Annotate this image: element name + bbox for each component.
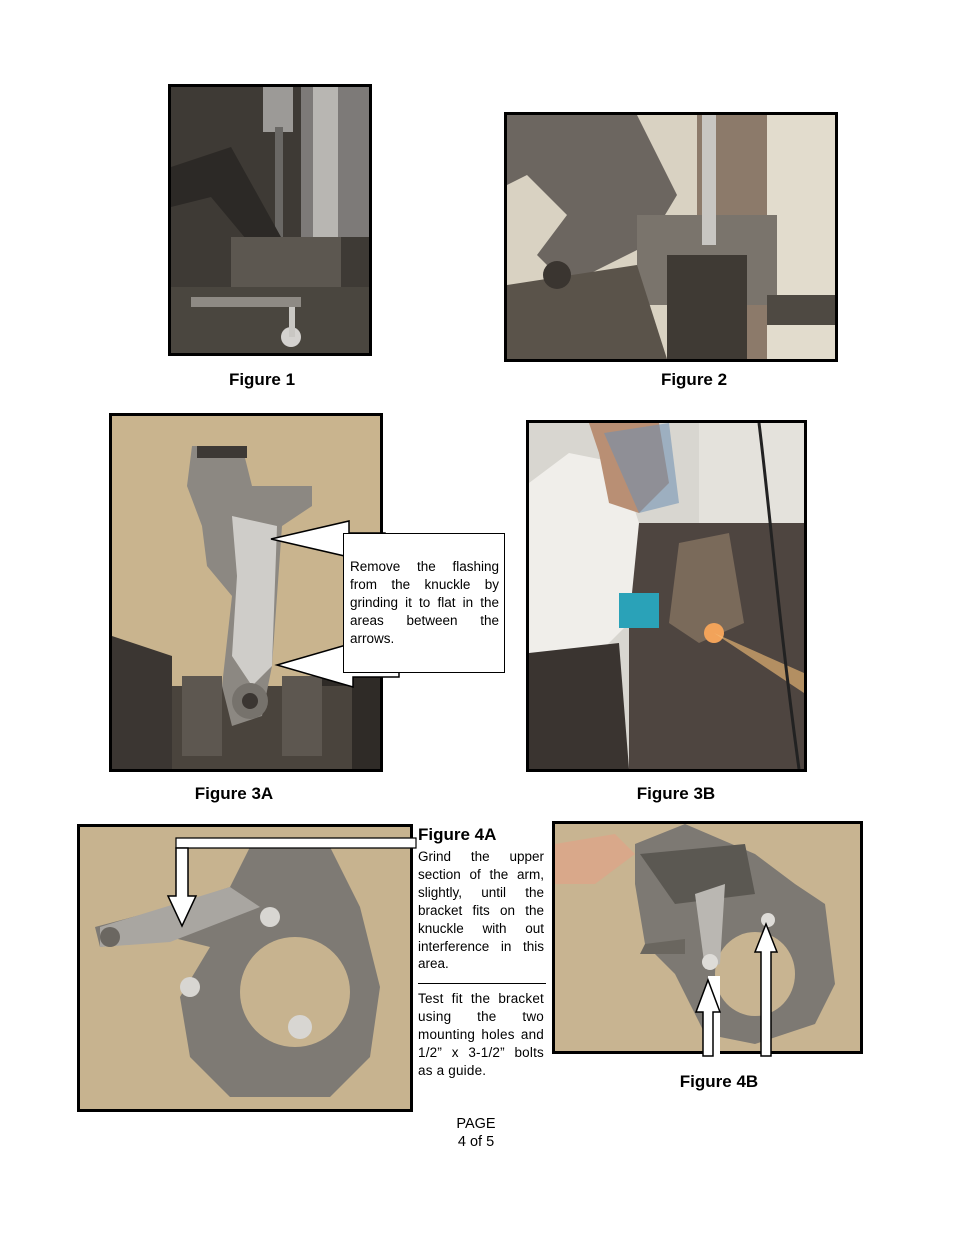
side-note-divider: [418, 983, 546, 984]
flashing-callout: [343, 533, 505, 673]
side-note-paragraph-2: Test fit the bracket using the two mounting holes and 1/2” x 3-1/2” bolts as a guide.: [418, 991, 544, 1078]
up-arrow-2-icon: [755, 924, 777, 1056]
bent-arrow-icon: [176, 838, 416, 848]
figure-4b-caption: Figure 4B: [679, 1072, 759, 1091]
figure-3b-photo: [526, 420, 807, 772]
figure-1-photo: [168, 84, 372, 356]
figure-3b-caption: Figure 3B: [636, 784, 716, 803]
figure-1-caption: Figure 1: [228, 370, 296, 389]
figure-2-photo: [504, 112, 838, 362]
figure-4b-arrows: [696, 922, 776, 1058]
page-footer: [426, 1115, 526, 1151]
down-arrow-icon: [168, 848, 196, 926]
figure-3a-caption: Figure 3A: [194, 784, 274, 803]
figure-4a-arrow: [168, 832, 420, 930]
page-label: PAGE: [456, 1116, 496, 1132]
side-note-title: Figure 4A: [418, 825, 497, 844]
page-number: 4 of 5: [457, 1134, 495, 1150]
figure-2-caption: Figure 2: [660, 370, 728, 389]
side-note-paragraph-1: Grind the upper section of the arm, slightly, until the bracket fits on the knuckle with out interference in this area.: [418, 849, 544, 972]
callout-text: Remove the flashing from the knuckle by grinding it to flat in the areas between the arrows.: [350, 559, 499, 646]
